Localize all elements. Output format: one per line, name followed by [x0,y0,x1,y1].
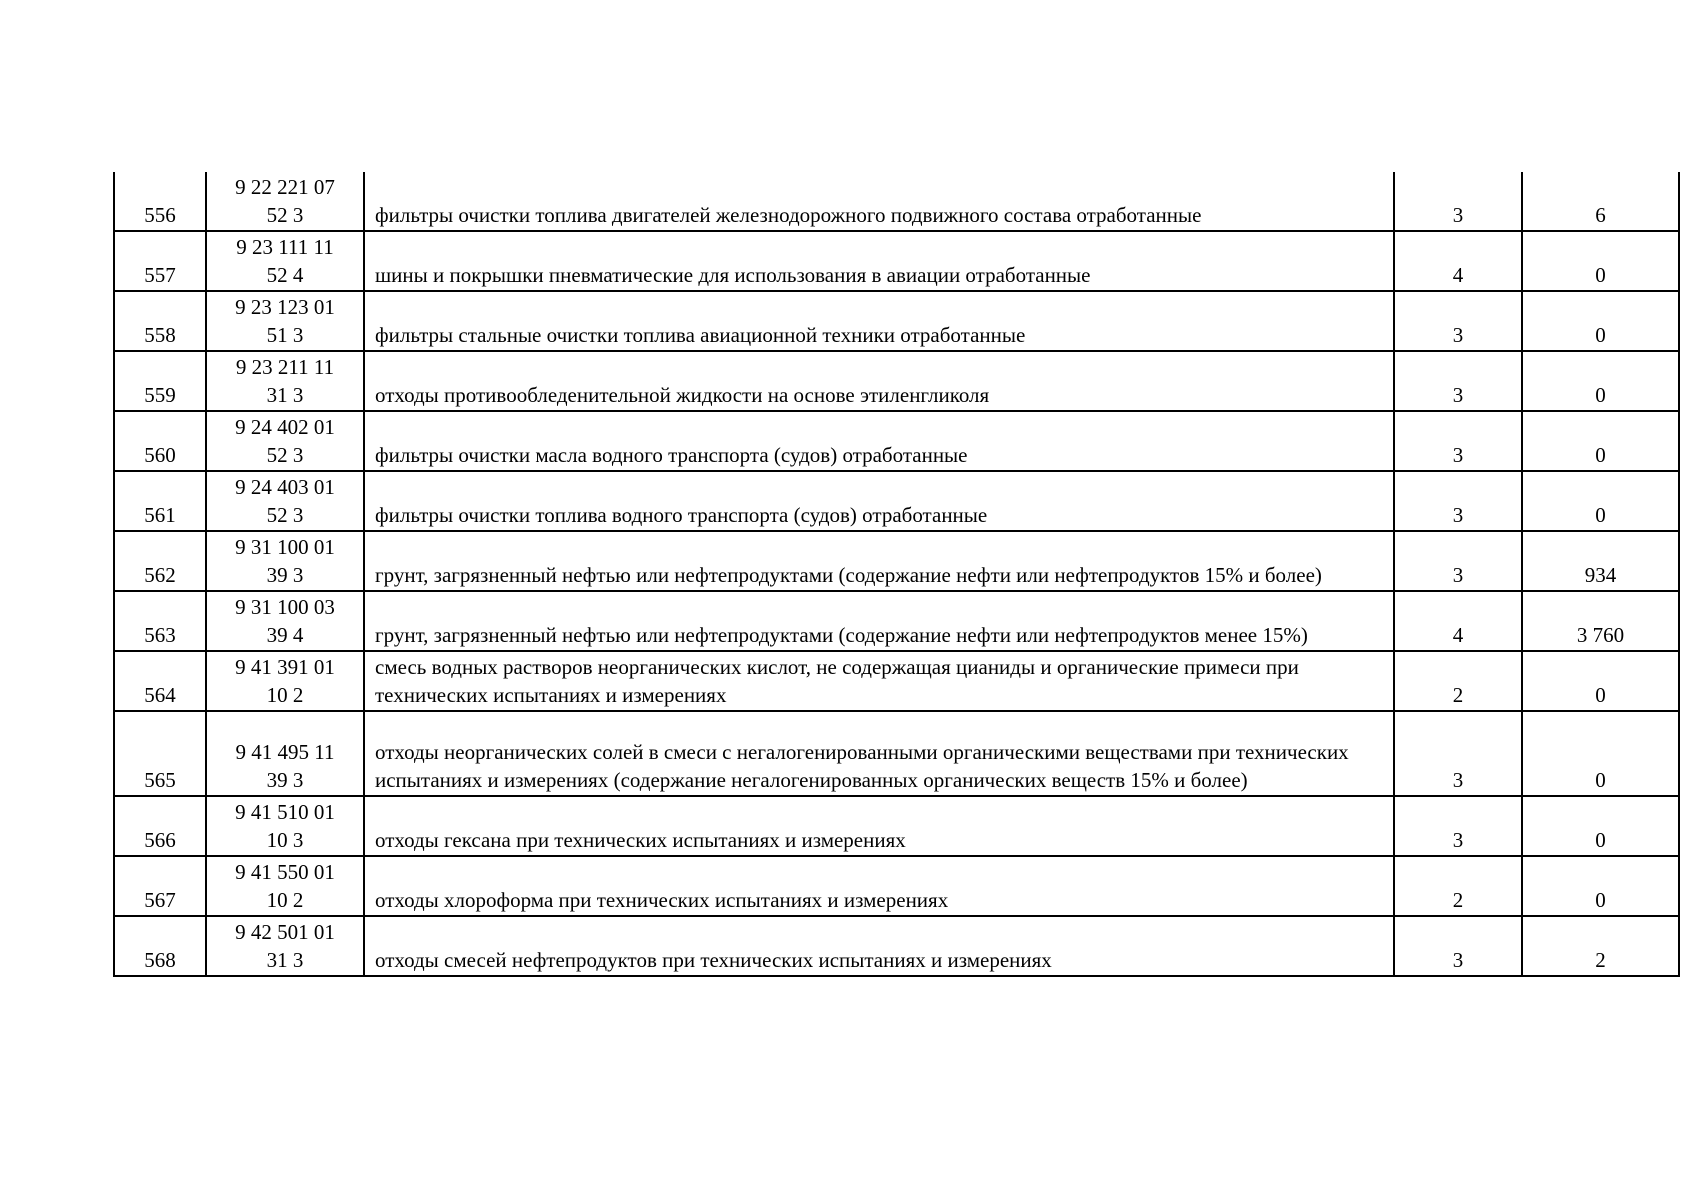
waste-code: 9 31 100 03 39 4 [206,591,364,651]
table-row [114,531,1679,591]
row-number: 563 [114,591,206,651]
waste-amount: 0 [1522,651,1679,711]
waste-amount: 3 760 [1522,591,1679,651]
table-row [114,231,1679,291]
hazard-class: 3 [1394,172,1522,231]
waste-amount: 0 [1522,796,1679,856]
row-number: 557 [114,231,206,291]
waste-name: грунт, загрязненный нефтью или нефтепродуктами (содержание нефти или нефтепродуктов менее 15%) [364,591,1394,651]
waste-table-body [114,172,1679,976]
waste-name: фильтры очистки топлива водного транспорта (судов) отработанные [364,471,1394,531]
waste-amount: 0 [1522,411,1679,471]
waste-name: отходы хлороформа при технических испытаниях и измерениях [364,856,1394,916]
table-row [114,291,1679,351]
waste-amount: 934 [1522,531,1679,591]
table-row [114,591,1679,651]
waste-code: 9 22 221 07 52 3 [206,172,364,231]
waste-name: грунт, загрязненный нефтью или нефтепродуктами (содержание нефти или нефтепродуктов 15% и более) [364,531,1394,591]
row-number: 561 [114,471,206,531]
hazard-class: 3 [1394,711,1522,796]
hazard-class: 4 [1394,231,1522,291]
hazard-class: 3 [1394,291,1522,351]
row-number: 559 [114,351,206,411]
waste-code: 9 24 403 01 52 3 [206,471,364,531]
table-row [114,411,1679,471]
table-row [114,351,1679,411]
waste-code: 9 23 211 11 31 3 [206,351,364,411]
waste-name: отходы гексана при технических испытаниях и измерениях [364,796,1394,856]
row-number: 562 [114,531,206,591]
waste-amount: 0 [1522,856,1679,916]
row-number: 567 [114,856,206,916]
waste-name: фильтры стальные очистки топлива авиационной техники отработанные [364,291,1394,351]
waste-amount: 0 [1522,231,1679,291]
table-row [114,916,1679,976]
table-row [114,856,1679,916]
waste-code: 9 23 123 01 51 3 [206,291,364,351]
row-number: 565 [114,711,206,796]
row-number: 558 [114,291,206,351]
hazard-class: 3 [1394,796,1522,856]
hazard-class: 3 [1394,411,1522,471]
waste-name: смесь водных растворов неорганических кислот, не содержащая цианиды и органические примеси при технических испытаниях и измерениях [364,651,1394,711]
table-row [114,471,1679,531]
waste-name: отходы смесей нефтепродуктов при технических испытаниях и измерениях [364,916,1394,976]
row-number: 560 [114,411,206,471]
row-number: 556 [114,172,206,231]
table-row [114,172,1679,231]
row-number: 566 [114,796,206,856]
hazard-class: 2 [1394,651,1522,711]
hazard-class: 3 [1394,916,1522,976]
row-number: 568 [114,916,206,976]
hazard-class: 3 [1394,531,1522,591]
table-row [114,711,1679,796]
waste-name: фильтры очистки масла водного транспорта (судов) отработанные [364,411,1394,471]
waste-code: 9 23 111 11 52 4 [206,231,364,291]
waste-table [113,172,1680,977]
waste-name: шины и покрышки пневматические для использования в авиации отработанные [364,231,1394,291]
waste-code: 9 42 501 01 31 3 [206,916,364,976]
waste-name: отходы противообледенительной жидкости на основе этиленгликоля [364,351,1394,411]
waste-code: 9 41 550 01 10 2 [206,856,364,916]
waste-code: 9 41 510 01 10 3 [206,796,364,856]
waste-amount: 2 [1522,916,1679,976]
waste-amount: 0 [1522,471,1679,531]
waste-amount: 6 [1522,172,1679,231]
waste-code: 9 41 391 01 10 2 [206,651,364,711]
waste-amount: 0 [1522,351,1679,411]
waste-name: отходы неорганических солей в смеси с негалогенированными органическими веществами при технических испытаниях и измерениях (содержание негалогенированных органических веществ 15% и более) [364,711,1394,796]
waste-code: 9 24 402 01 52 3 [206,411,364,471]
row-number: 564 [114,651,206,711]
waste-code: 9 31 100 01 39 3 [206,531,364,591]
table-row [114,651,1679,711]
waste-amount: 0 [1522,291,1679,351]
hazard-class: 2 [1394,856,1522,916]
waste-amount: 0 [1522,711,1679,796]
waste-code: 9 41 495 11 39 3 [206,711,364,796]
waste-name: фильтры очистки топлива двигателей железнодорожного подвижного состава отработанные [364,172,1394,231]
hazard-class: 4 [1394,591,1522,651]
table-row [114,796,1679,856]
hazard-class: 3 [1394,351,1522,411]
hazard-class: 3 [1394,471,1522,531]
